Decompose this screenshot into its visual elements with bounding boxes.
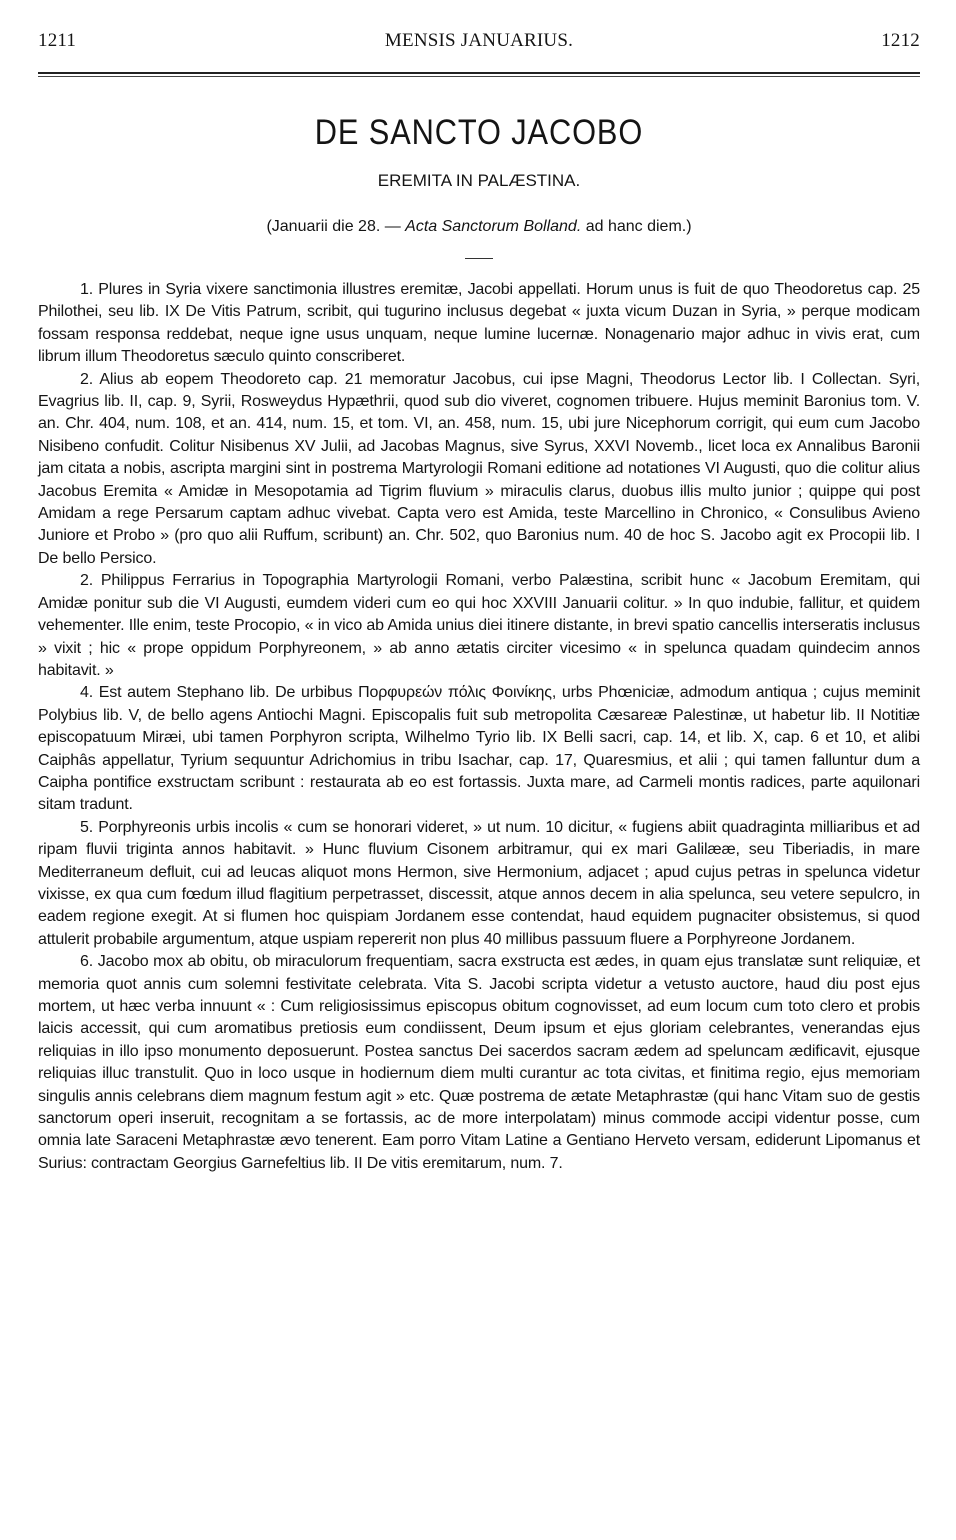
paragraph-2: 2. Alius ab eopem Theodoreto cap. 21 memoratur Jacobus, cui ipse Magni, Theodorus Lector lib. I Collectan. Syri, Evagrius lib. II, cap. 9, Syrii, Rosweydus Hypæthrii, quod sub dio viveret, cognomen tribuere. Hujus meminit Baronius tom. V. an. Chr. 404, num. 108, et an. 414, num. 15, et tom. VI, an. 458, num. 15, ubi jure Nicephorum corrigit, qui eum cum Jacobo Nisibeno confudit. Colitur Nisibenus XV Julii, ad Jacobas Magnus, sive Syrus, XXVI Novemb., licet loca ex Annalibus Baronii jam citata a nobis, ascripta margini sint in postrema Martyrologii Romani editione ad notationes VI Augusti, quo die colitur alius Jacobus Eremita « Amidæ in Mesopotamia ad Tigrim fluvium » miraculis clarus, duobus illis multo junior ; quippe qui post Amidam a rege Persarum captam adhuc vivebat. Capta vero est Amida, teste Marcellino in Chronico, « Consulibus Avieno Juniore et Probo » (pro quo alii Ruffum, scribunt) an. Chr. 502, quo Baronius num. 40 de hoc S. Jacobo agit ex Procopii lib. I De bello Persico. — [38, 370, 920, 567]
paragraph-5: 5. Porphyreonis urbis incolis « cum se honorari videret, » ut num. 10 dicitur, « fugiens abiit quadraginta milliaribus et ad ripam fluvii triginta annos habitavit. » Hunc fluvium Cisonem arbitramur, qui ex mari Galilææ, seu Tiberiadis, in mare Mediterraneum defluit, cui ad leucas aliquot mons Hermon, sive Hermonium, adjacet ; apud cujus petras in spelunca videtur vixisse, ex qua cum fœdum illud flagitium perpetrasset, discessit, atque annos decem in alia spelunca, seu vetere sepulcro, in eadem regione exegit. At si flumen hoc quispiam Jordanem esse contendat, haud equidem pugnaciter obsistemus, si quod attulerit probabile argumentum, atque uspiam repererit non plus 40 millibus passuum fluere a Porphyreone Jordanem. — [38, 818, 920, 948]
article-subtitle: EREMITA IN PALÆSTINA. — [377, 171, 581, 190]
source-suffix: ad hanc diem.) — [581, 218, 692, 235]
header-rule-thin — [38, 76, 920, 77]
paragraph-3: 2. Philippus Ferrarius in Topographia Martyrologii Romani, verbo Palæstina, scribit hunc « Jacobum Eremitam, qui Amidæ ponitur sub die VI Augusti, eumdem videri cum eo qui hoc XXVIII Januarii colitur. » In quo indubie, fallitur, et quidem vehementer. Ille enim, teste Procopio, « in vico ab Amida unius diei itinere distante, in brevi spatio cancellis interseratis inclusus » vixit ; hic « prope oppidum Porphyreonem, » ab anno ætatis circiter vicesimo « in spelunca quadam quindecim annos habitavit. » — [38, 572, 920, 679]
source-citation — [38, 218, 920, 236]
source-prefix: (Januarii die 28. — — [266, 218, 406, 235]
page-number-right: 1212 — [881, 30, 920, 51]
running-head — [38, 30, 920, 56]
paragraph-4: 4. Est autem Stephano lib. De urbibus Πορφυρεών πόλις Φοινίκης, urbs Phœniciæ, admodum antiqua ; cujus meminit Polybius lib. V, de bello agens Antiochi Magni. Episcopalis fuit sub metropolita Cæsareæ Palestinæ, ut habetur lib. II Notitiæ episcopatuum Miræi, ubi tamen Porphyron scripta, Wilhelmo Tyrio lib. IX Belli sacri, cap. 14, et lib. X, cap. 6 et 10, et alibi Caiphâs appellatur, Tyrium sequuntur Adrichomius in tribu Isachar, cap. 17, Quaresmius, et alii ; qui tamen falluntur dum a Caipha pontifice exstructam scribunt : restaurata ab eo est fortassis. Juxta mare, ad Carmeli montis radices, parte aquilonari sitam tradunt. — [38, 684, 920, 814]
paragraph-6: 6. Jacobo mox ab obitu, ob miraculorum frequentiam, sacra exstructa est ædes, in quam ejus translatæ sunt reliquiæ, et memoria quot annis cum solemni festivitate celebrata. Vita S. Jacobi scripta videtur a vetusto auctore, haud diu post ejus mortem, ut hæc verba innuunt « : Cum religiosissimus episcopus obitum cognovisset, ad eum locum cum toto clero et probis laicis accessit, qui cum aromatibus pretiosis eum condiissent, Deum ipsum et ejus gloriam celebrantes, venerandas ejus reliquias in illo ipso monumento deposuerunt. Postea sanctus Dei sacerdos sacram ædem ad speluncam ædificavit, ejusque reliquias illuc transtulit. Quo in loco usque in hodiernum diem multi curantur ac tota civitas, et finitima regio, ejus memoriam singulis annis celebrans diem magnum festum agit » etc. Quæ postrema de ætate Metaphrastæ (qui hanc Vitam suo de gestis sanctorum operi inseruit, recognitam a se fortassis, ac de more interpolatam) minus commode accipi videntur posse, cum omnia late Saraceni Metaphrastæ ævo tenerent. Eam porro Vitam Latine a Gentiano Herveto versam, ediderunt Lipomanus et Surius: contractam Georgius Garnefeltius lib. II De vitis eremitarum, num. 7. — [38, 953, 920, 1172]
source-italic: Acta Sanctorum Bolland. — [405, 218, 582, 235]
header-rule — [38, 72, 920, 74]
article-title: DE SANCTO JACOBO — [314, 113, 644, 152]
page-number-left: 1211 — [38, 30, 77, 51]
document-page — [38, 30, 920, 1175]
article-body — [38, 279, 920, 1175]
section-dash — [465, 258, 493, 259]
running-title: MENSIS JANUARIUS. — [384, 30, 574, 51]
paragraph-1: 1. Plures in Syria vixere sanctimonia illustres eremitæ, Jacobi appellati. Horum unus is fuit de quo Theodoretus cap. 25 Philothei, seu lib. IX De Vitis Patrum, scribit, qui tugurino inclusus degebat « juxta vicum Duzan in Syria, » perque modicam fossam responsa reddebat, neque igne usus unquam, neque lumine lucernæ. Nonagenario major adhuc in vivis erat, cum librum illum Theodoretus sæculo quinto conscriberet. — [38, 281, 920, 366]
